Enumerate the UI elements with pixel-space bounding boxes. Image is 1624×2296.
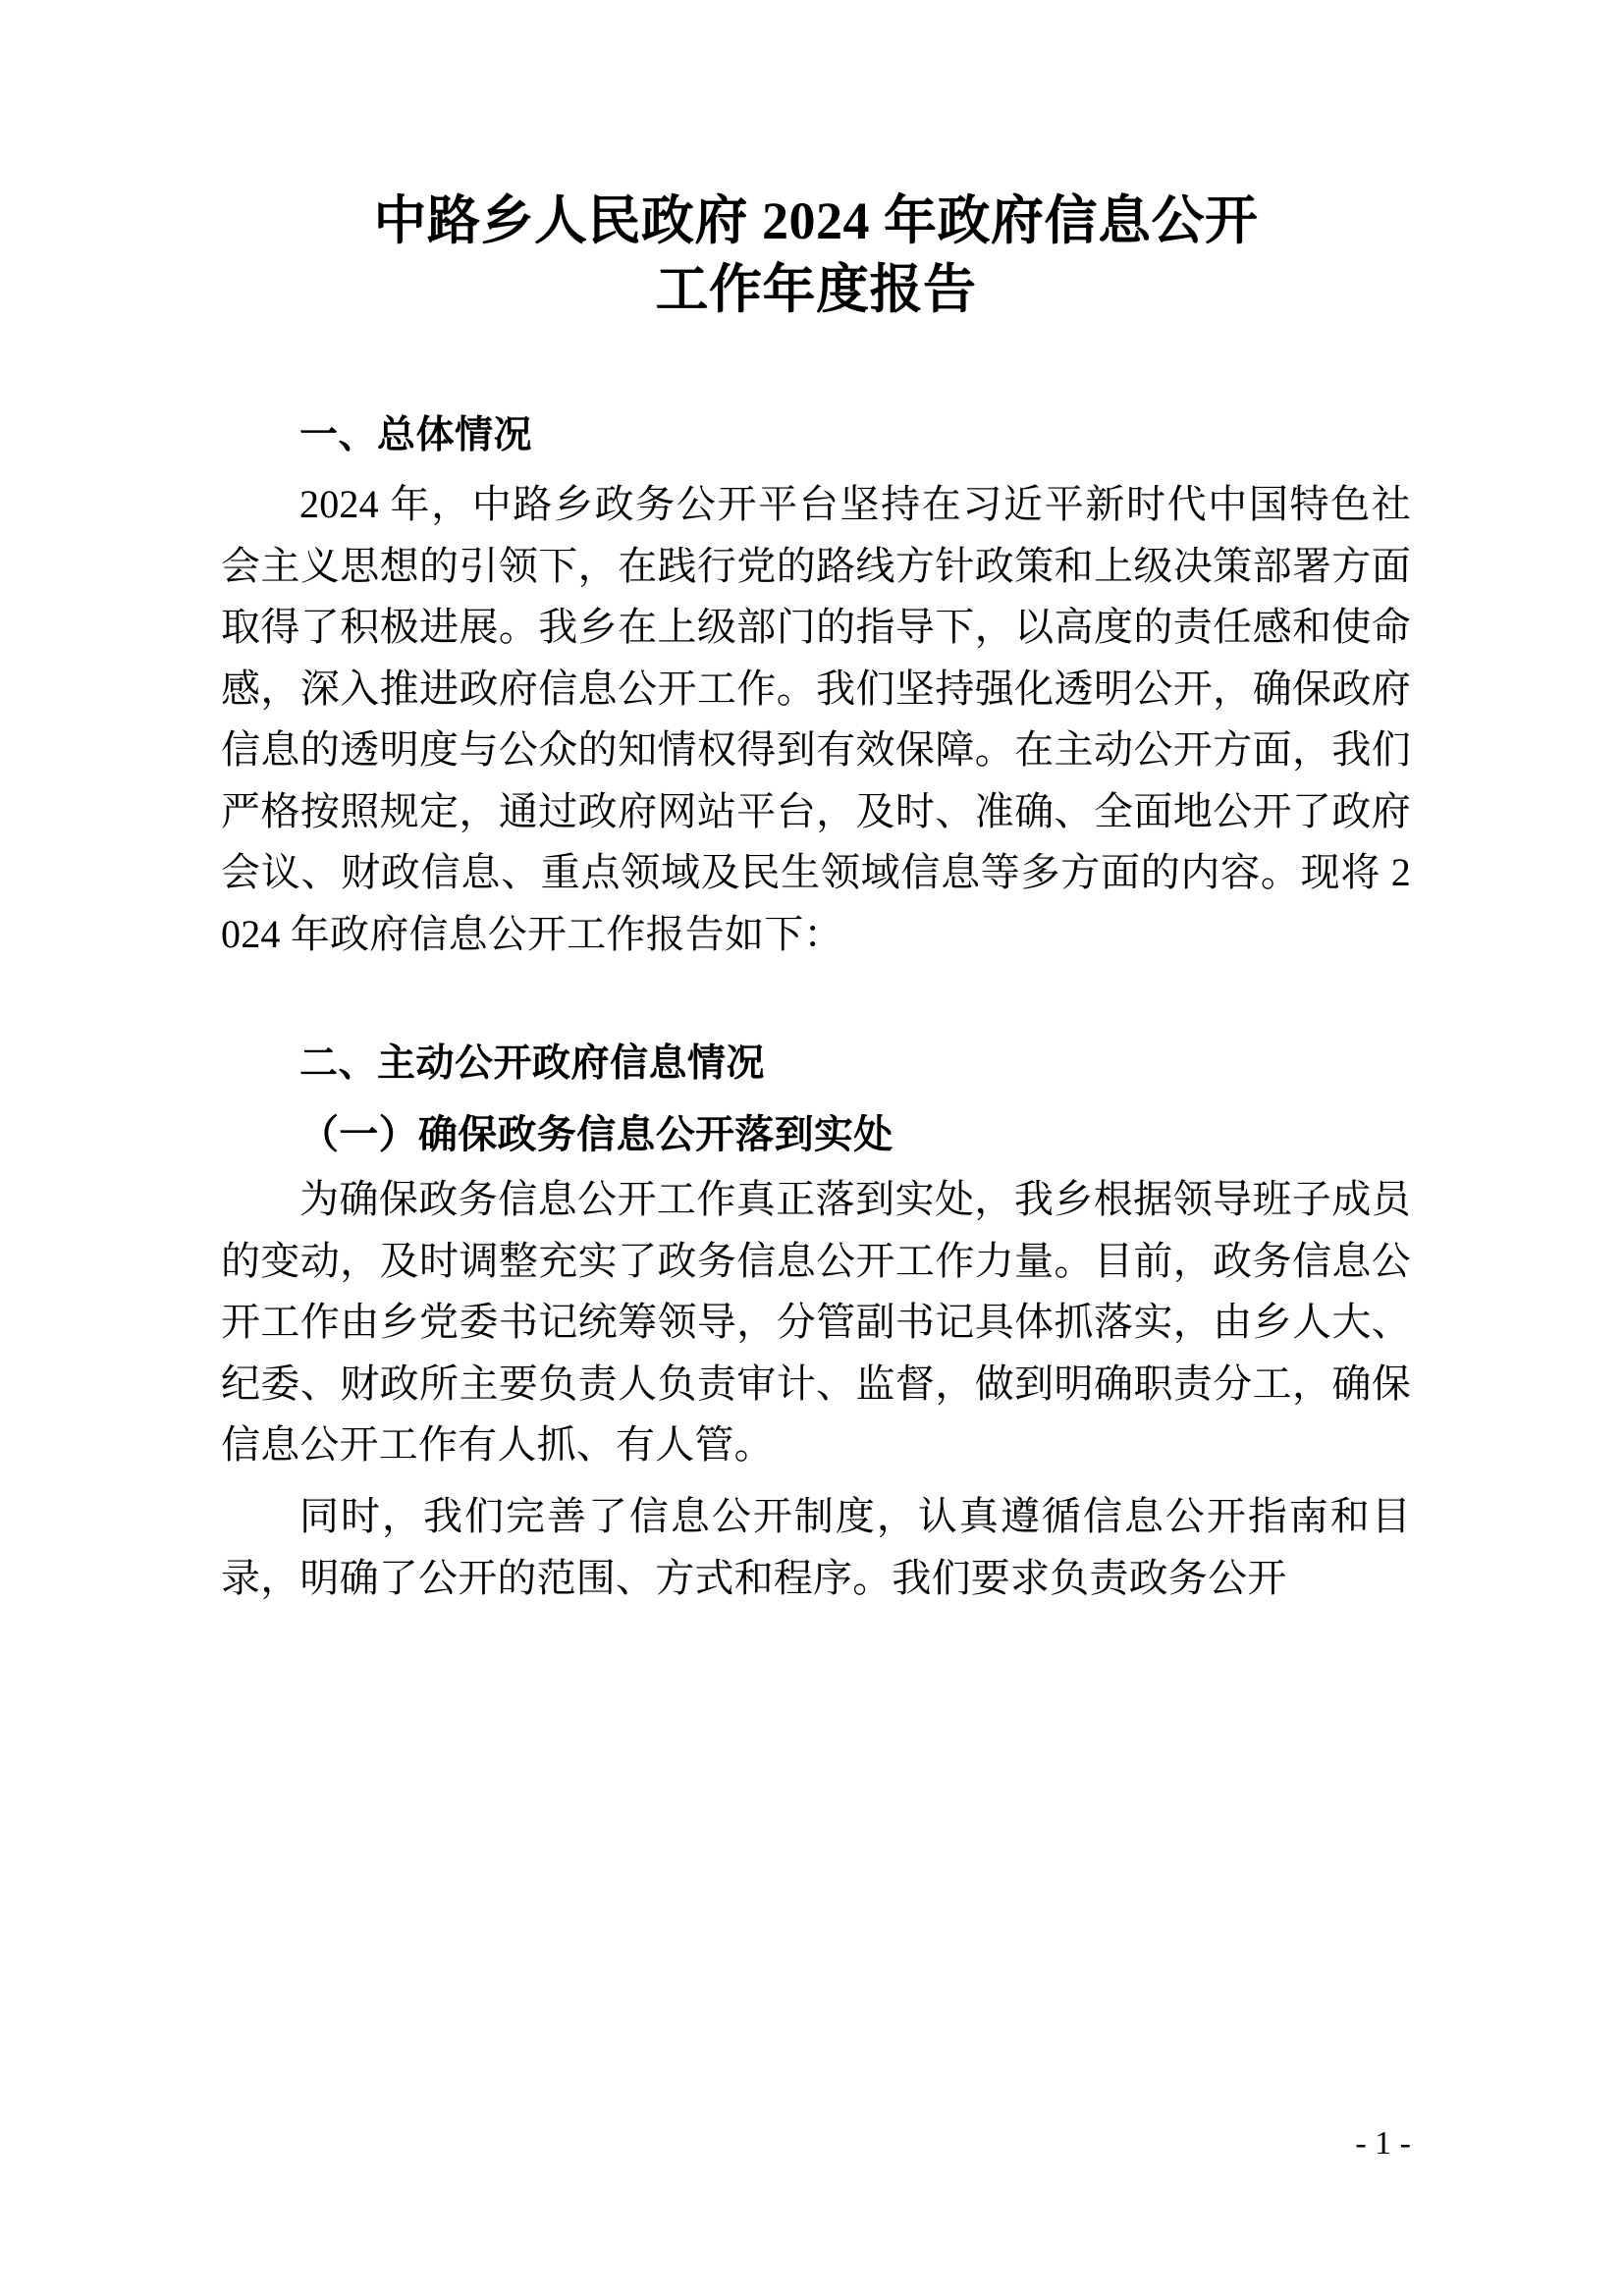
- page-title-line-1: 中路乡人民政府 2024 年政府信息公开: [373, 191, 1259, 250]
- paragraph-disclosure-system: 同时，我们完善了信息公开制度，认真遵循信息公开指南和目录，明确了公开的范围、方式和程序。我们要求负责政务公开: [221, 1493, 1411, 1600]
- section-heading-proactive-disclosure: 二、主动公开政府信息情况: [299, 1041, 766, 1086]
- subsection-heading-implementation: （一）确保政务信息公开落到实处: [299, 1112, 893, 1157]
- page-title: [221, 0, 1411, 324]
- paragraph-overall-situation: 2024 年，中路乡政务公开平台坚持在习近平新时代中国特色社会主义思想的引领下，在践行党的路线方针政策和上级决策部署方面取得了积极进展。我乡在上级部门的指导下，以高度的责任感和使命感，深入推进政府信息公开工作。我们坚持强化透明公开，确保政府信息的透明度与公众的知情权得到有效保障。在主动公开方面，我们严格按照规定，通过政府网站平台，及时、准确、全面地公开了政府会议、财政信息、重点领域及民生领域信息等多方面的内容。现将 2024 年政府信息公开工作报告如下：: [221, 481, 1411, 957]
- document-content: [221, 0, 1411, 1609]
- section-heading-overall-situation: 一、总体情况: [299, 413, 533, 458]
- page-number-footer: - 1 -: [1355, 2125, 1411, 2162]
- paragraph-implementation-leadership: 为确保政务信息公开工作真正落到实处，我乡根据领导班子成员的变动，及时调整充实了政务信息公开工作力量。目前，政务信息公开工作由乡党委书记统筹领导，分管副书记具体抓落实，由乡人大、纪委、财政所主要负责人负责审计、监督，做到明确职责分工，确保信息公开工作有人抓、有人管。: [221, 1177, 1411, 1468]
- page-title-line-2: 工作年度报告: [655, 260, 977, 320]
